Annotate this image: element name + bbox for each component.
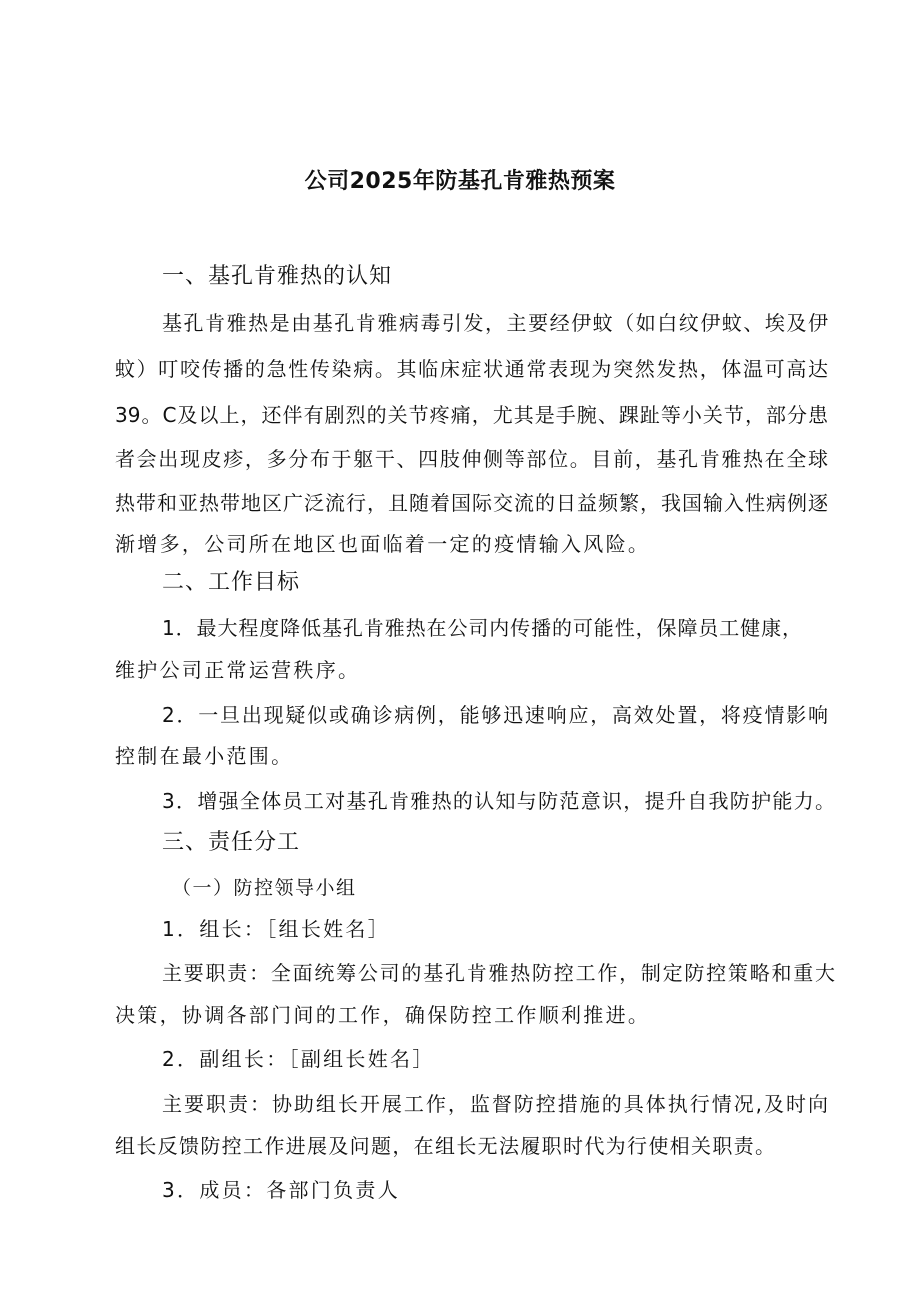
role-title: 1．组长：［组长姓名］ [162,917,391,941]
list-item-line: 2．一旦出现疑似或确诊病例，能够迅速响应，高效处置，将疫情影响 [162,703,828,727]
subsection-heading: （一）防控领导小组 [172,877,357,899]
paragraph-line: 基孔肯雅热是由基孔肯雅病毒引发，主要经伊蚊（如白纹伊蚊、埃及伊 [162,311,828,335]
duty-line: 主要职责：协助组长开展工作，监督防控措施的具体执行情况,及时向 [162,1092,828,1116]
document-title: 公司2025年防基孔肯雅热预案 [304,169,616,194]
paragraph-line: 39。C及以上，还伴有剧烈的关节疼痛，尤其是手腕、踝趾等小关节，部分患 [115,403,828,427]
paragraph-line: 渐增多，公司所在地区也面临着一定的疫情输入风险。 [115,532,651,556]
duty-line: 决策，协调各部门间的工作，确保防控工作顺利推进。 [115,1003,651,1027]
section-heading-1: 一、基孔肯雅热的认知 [162,264,393,289]
duty-line: 主要职责：全面统筹公司的基孔肯雅热防控工作，制定防控策略和重大 [162,961,835,985]
list-item-line: 控制在最小范围。 [115,744,294,768]
list-item-line: 1．最大程度降低基孔肯雅热在公司内传播的可能性，保障员工健康， [162,616,802,640]
paragraph-line: 蚊）叮咬传播的急性传染病。其临床症状通常表现为突然发热，体温可高达 [115,357,828,381]
paragraph-line: 热带和亚热带地区广泛流行，且随着国际交流的日益频繁，我国输入性病例逐 [115,491,828,515]
list-item-line: 维护公司正常运营秩序。 [115,658,361,682]
section-heading-2: 二、工作目标 [162,570,301,595]
role-title: 2．副组长：［副组长姓名］ [162,1047,435,1071]
section-heading-3: 三、责任分工 [162,830,301,855]
paragraph-line: 者会出现皮疹，多分布于躯干、四肢伸侧等部位。目前，基孔肯雅热在全球 [115,447,828,471]
list-item-line: 3．增强全体员工对基孔肯雅热的认知与防范意识，提升自我防护能力。 [162,789,835,813]
role-title: 3．成员：各部门负责人 [162,1178,401,1202]
duty-line: 组长反馈防控工作进展及问题，在组长无法履职时代为行使相关职责。 [115,1134,775,1158]
